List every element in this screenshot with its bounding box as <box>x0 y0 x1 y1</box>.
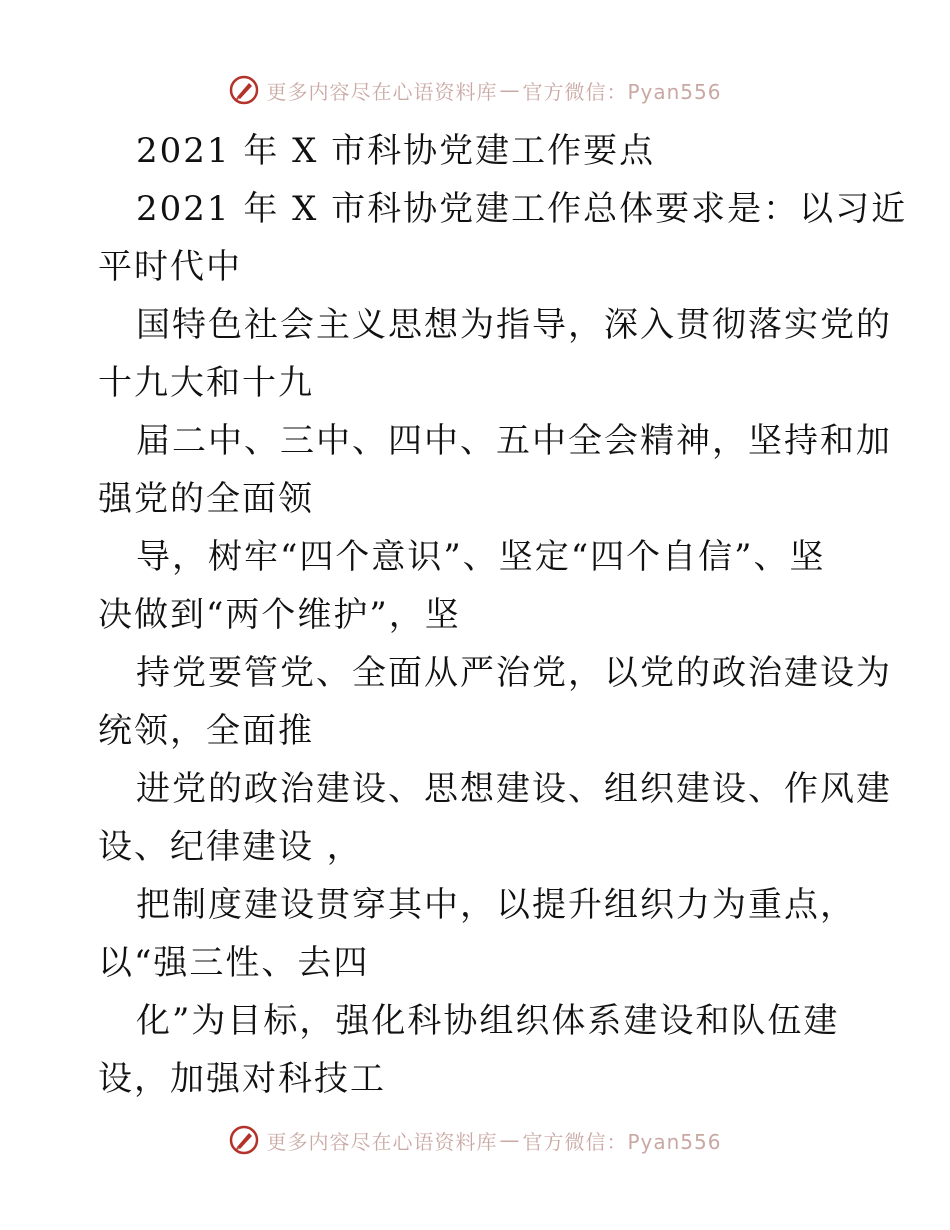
doc-line: 强党的全面领 <box>98 479 314 519</box>
doc-line: 设，加强对科技工 <box>98 1059 386 1099</box>
doc-line: 届二中、三中、四中、五中全会精神，坚持和加 <box>136 421 892 461</box>
doc-line: 化”为目标，强化科协组织体系建设和队伍建 <box>136 1001 840 1041</box>
doc-line: 持党要管党、全面从严治党，以党的政治建设为 <box>136 653 892 693</box>
pen-logo-icon <box>228 1124 260 1156</box>
doc-line: 平时代中 <box>98 247 242 287</box>
doc-line: 设、纪律建设 ， <box>98 827 363 867</box>
watermark-text: 更多内容尽在心语资料库 <box>266 1129 498 1154</box>
document-body <box>98 122 908 1108</box>
doc-line: 导，树牢“四个意识”、坚定“四个自信”、坚 <box>136 537 826 577</box>
watermark-wechat: 官方微信：Pyan556 <box>522 79 722 104</box>
header-watermark <box>0 70 950 110</box>
watermark-text: 更多内容尽在心语资料库 <box>266 79 498 104</box>
doc-line: 十九大和十九 <box>98 363 314 403</box>
doc-line: 以“强三性、去四 <box>98 943 370 983</box>
doc-line: 2021 年 X 市科协党建工作要点 <box>136 131 656 171</box>
pen-logo-icon <box>228 74 260 106</box>
doc-line: 2021 年 X 市科协党建工作总体要求是：以习近 <box>136 189 908 229</box>
doc-line: 国特色社会主义思想为指导，深入贯彻落实党的 <box>136 305 892 345</box>
doc-line: 把制度建设贯穿其中，以提升组织力为重点， <box>136 885 856 925</box>
doc-line: 进党的政治建设、思想建设、组织建设、作风建 <box>136 769 892 809</box>
watermark-separator: — <box>499 1128 521 1152</box>
doc-line: 统领，全面推 <box>98 711 314 751</box>
footer-watermark <box>0 1120 950 1160</box>
watermark-wechat: 官方微信：Pyan556 <box>522 1129 722 1154</box>
watermark-separator: — <box>499 78 521 102</box>
doc-line: 决做到“两个维护”，坚 <box>98 595 461 635</box>
